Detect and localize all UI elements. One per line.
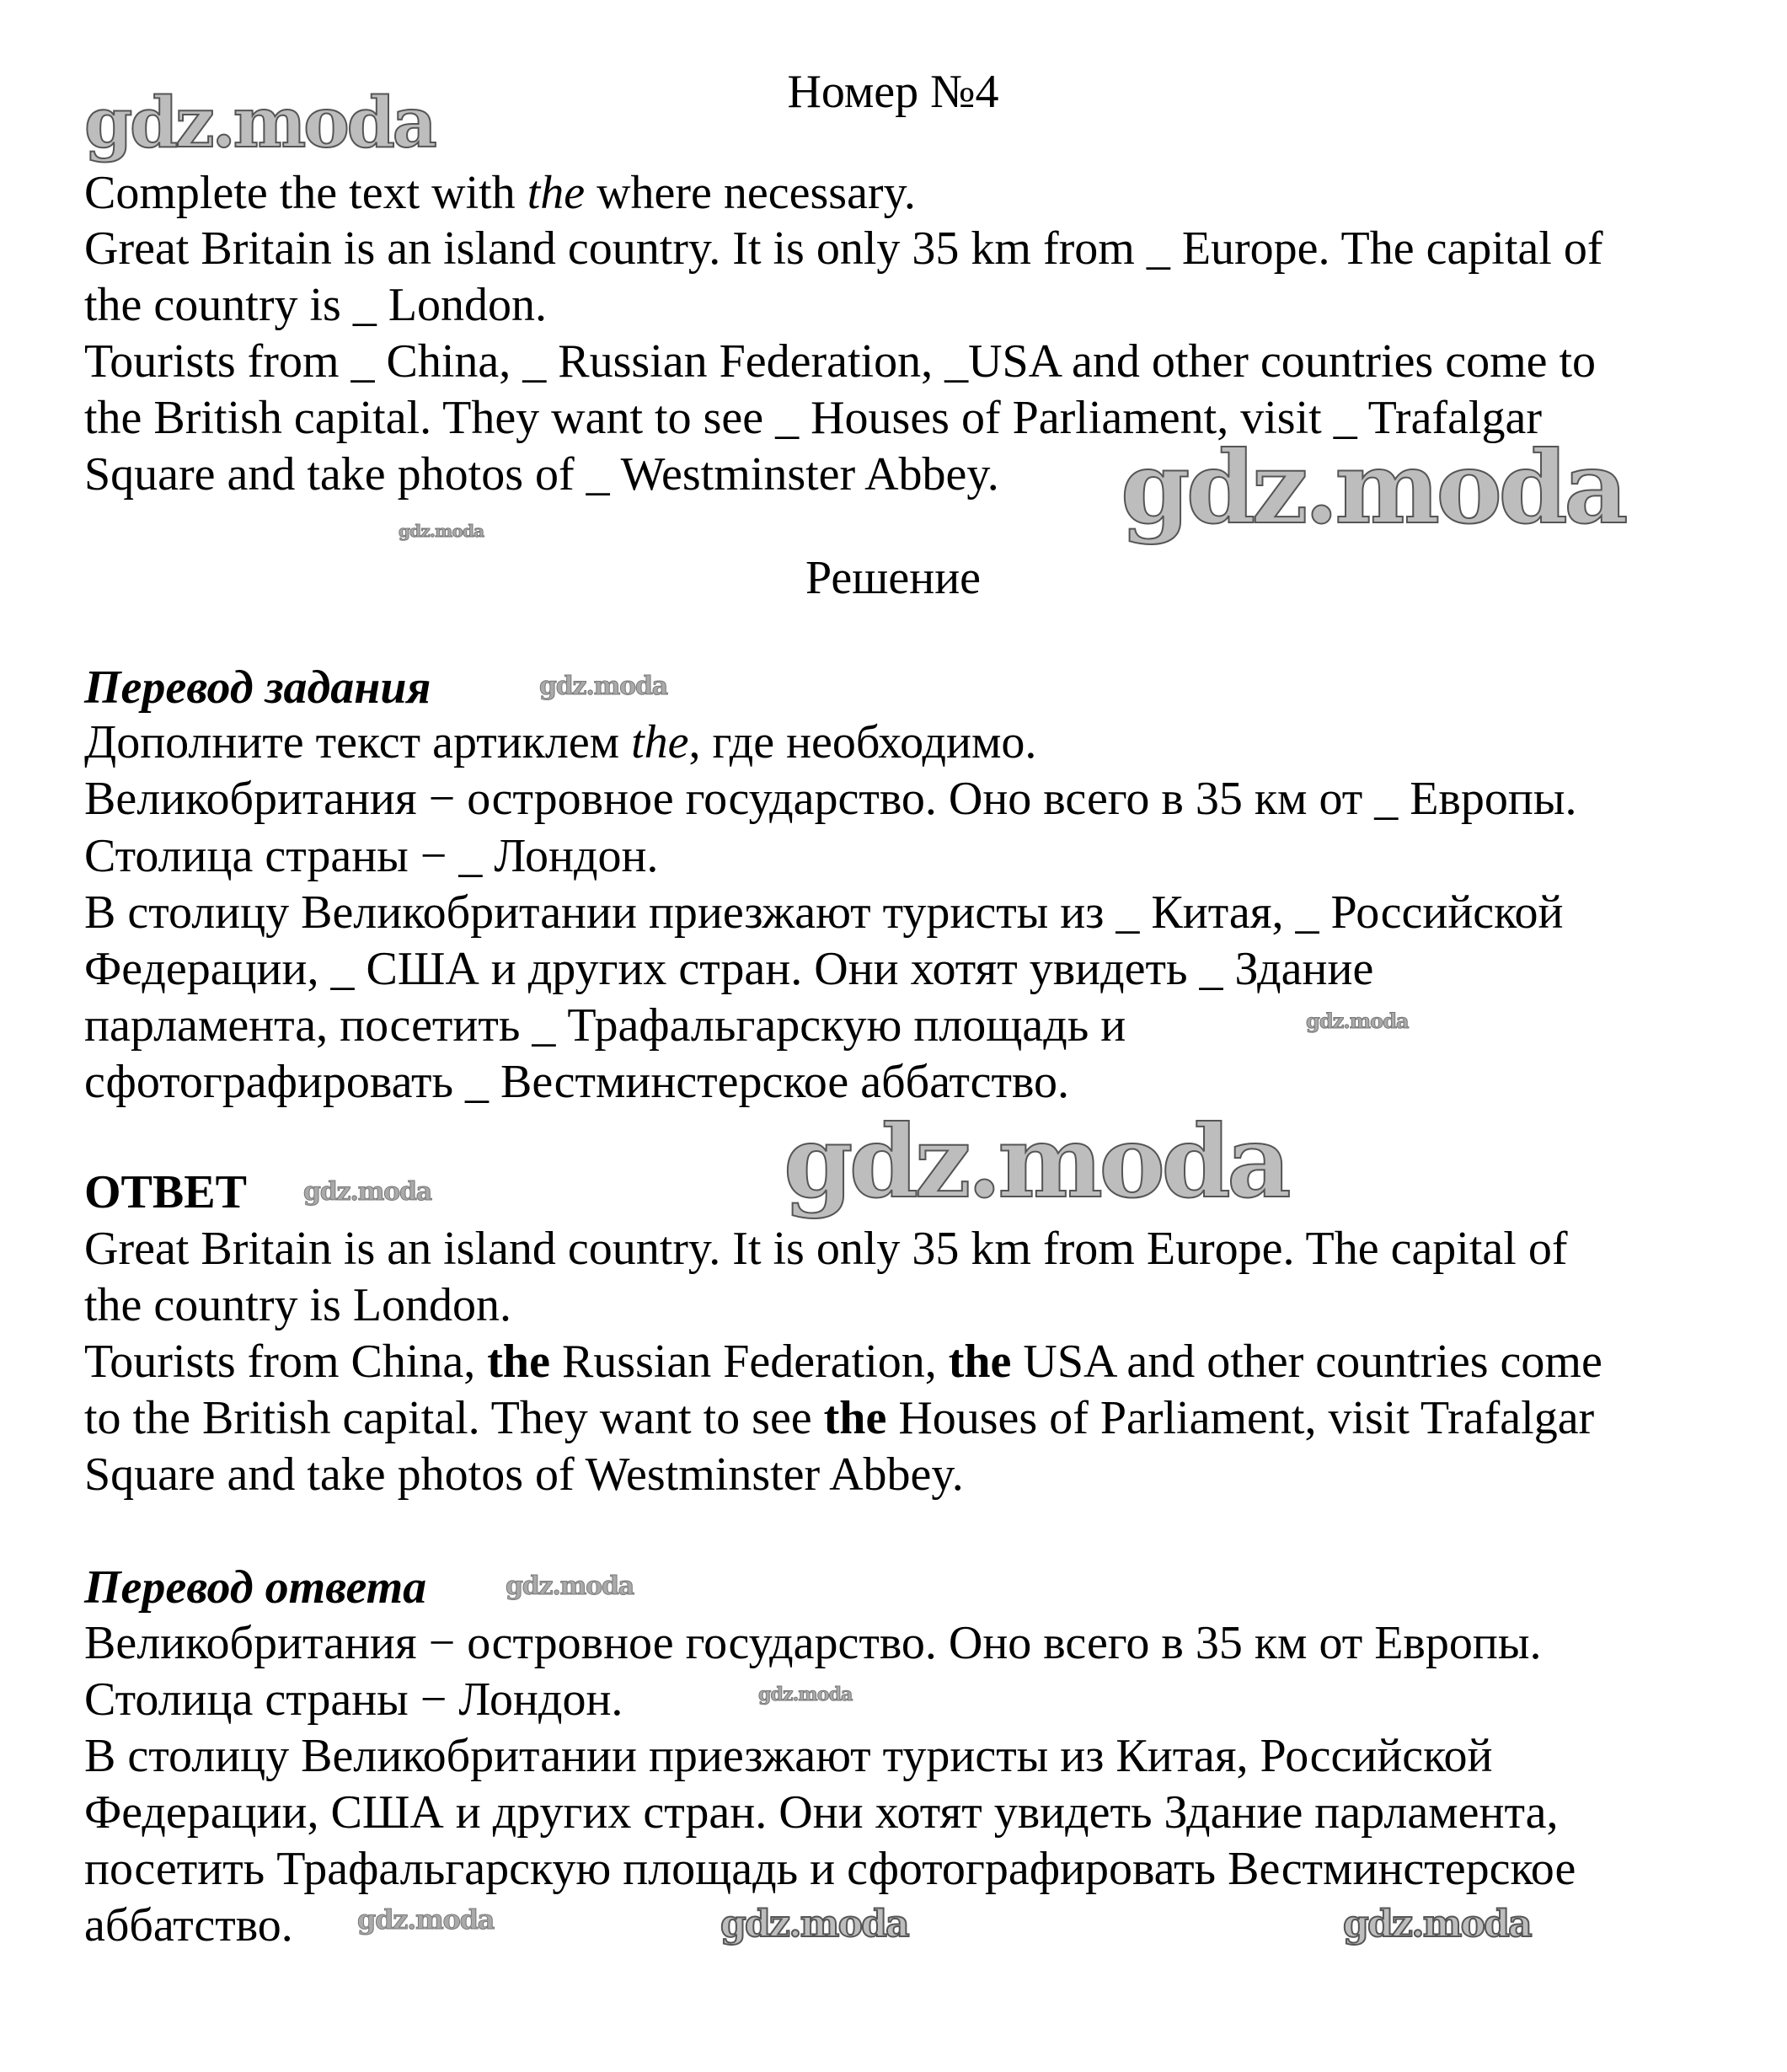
text-segment: Square and take photos of _ Westminster Abbey. xyxy=(84,448,999,501)
watermark-logo: gdz.moda xyxy=(784,1103,1287,1220)
text-segment: Дополните текст артиклем xyxy=(84,716,632,768)
text-segment: the British capital. They want to see _ Houses of Parliament, visit _ Trafalgar xyxy=(84,392,1542,444)
text-segment: , где необходимо. xyxy=(688,716,1037,768)
text-segment: Tourists from China, xyxy=(84,1336,488,1388)
watermark-logo: gdz.moda xyxy=(720,1903,908,1946)
watermark-logo: gdz.moda xyxy=(1121,429,1624,546)
text-segment: Великобритания − островное государство. Оно всего в 35 км от Европы. xyxy=(84,1617,1542,1669)
task-translation-heading: Перевод задания xyxy=(84,661,431,714)
watermark-logo: gdz.moda xyxy=(399,521,484,541)
text-segment: Федерации, США и других стран. Они хотят увидеть Здание парламента, xyxy=(84,1786,1559,1839)
text-segment: the country is London. xyxy=(84,1279,512,1331)
page-title: Номер №4 xyxy=(787,66,999,118)
text-line xyxy=(84,221,1602,276)
watermark-logo: gdz.moda xyxy=(1306,1009,1409,1033)
text-segment: Great Britain is an island country. It is only 35 km from Europe. The capital of xyxy=(84,1223,1568,1275)
text-line xyxy=(84,1334,1602,1389)
text-line xyxy=(84,715,1036,770)
watermark-logo: gdz.moda xyxy=(506,1571,634,1601)
text-segment: аббатство. xyxy=(84,1899,293,1952)
text-line xyxy=(84,1447,964,1502)
watermark-logo: gdz.moda xyxy=(758,1684,853,1705)
text-line xyxy=(84,1728,1492,1784)
answer-translation-heading: Перевод ответа xyxy=(84,1561,427,1614)
text-segment: В столицу Великобритании приезжают туристы из Китая, Российской xyxy=(84,1730,1493,1782)
text-line xyxy=(84,1785,1558,1840)
text-line xyxy=(84,1898,293,1953)
watermark-logo: gdz.moda xyxy=(1343,1903,1531,1946)
text-segment: the country is _ London. xyxy=(84,279,548,331)
text-line xyxy=(84,165,916,221)
text-line xyxy=(84,1390,1594,1446)
text-line xyxy=(84,771,1576,827)
text-line xyxy=(84,828,658,884)
solution-heading: Решение xyxy=(805,552,982,604)
text-segment: Столица страны − _ Лондон. xyxy=(84,830,659,882)
text-segment: Complete the text with xyxy=(84,167,527,219)
text-line xyxy=(84,277,547,333)
emphasis: the xyxy=(631,716,689,768)
text-line xyxy=(84,1221,1567,1277)
text-segment: Tourists from _ China, _ Russian Federation, _USA and other countries come to xyxy=(84,335,1597,388)
watermark-logo: gdz.moda xyxy=(357,1903,495,1935)
text-segment: посетить Трафальгарскую площадь и сфотографировать Вестминстерское xyxy=(84,1843,1576,1895)
text-segment: В столицу Великобритании приезжают туристы из _ Китая, _ Российской xyxy=(84,886,1564,939)
watermark-logo: gdz.moda xyxy=(539,672,668,701)
text-segment: Great Britain is an island country. It is only 35 km from _ Europe. The capital of xyxy=(84,222,1603,275)
text-segment: to the British capital. They want to see xyxy=(84,1392,824,1444)
text-segment: Столица страны − Лондон. xyxy=(84,1673,623,1726)
text-line xyxy=(84,941,1373,997)
text-line xyxy=(84,998,1126,1053)
text-segment: парламента, посетить _ Трафальгарскую площадь и xyxy=(84,999,1126,1052)
text-line xyxy=(84,334,1596,389)
text-line xyxy=(84,447,999,502)
text-line xyxy=(84,1615,1541,1671)
watermark-logo: gdz.moda xyxy=(303,1177,432,1207)
text-segment: Square and take photos of Westminster Abbey. xyxy=(84,1448,964,1501)
emphasis: the xyxy=(527,167,586,219)
text-segment: сфотографировать _ Вестминстерское аббатство. xyxy=(84,1056,1070,1108)
text-line xyxy=(84,1054,1069,1110)
text-segment: Федерации, _ США и других стран. Они хотят увидеть _ Здание xyxy=(84,943,1374,995)
watermark-logo: gdz.moda xyxy=(84,83,435,163)
text-segment: Великобритания − островное государство. Оно всего в 35 км от _ Европы. xyxy=(84,773,1577,825)
text-line xyxy=(84,1672,623,1727)
text-line xyxy=(84,885,1563,940)
answer-article: the xyxy=(948,1336,1012,1388)
text-segment: USA and other countries come xyxy=(1011,1336,1602,1388)
answer-article: the xyxy=(487,1336,550,1388)
text-segment: Russian Federation, xyxy=(549,1336,949,1388)
answer-heading: ОТВЕТ xyxy=(84,1166,247,1218)
text-segment: Houses of Parliament, visit Trafalgar xyxy=(886,1392,1595,1444)
text-line xyxy=(84,1277,511,1333)
text-segment: where necessary. xyxy=(585,167,916,219)
answer-article: the xyxy=(823,1392,887,1444)
text-line xyxy=(84,1841,1576,1897)
